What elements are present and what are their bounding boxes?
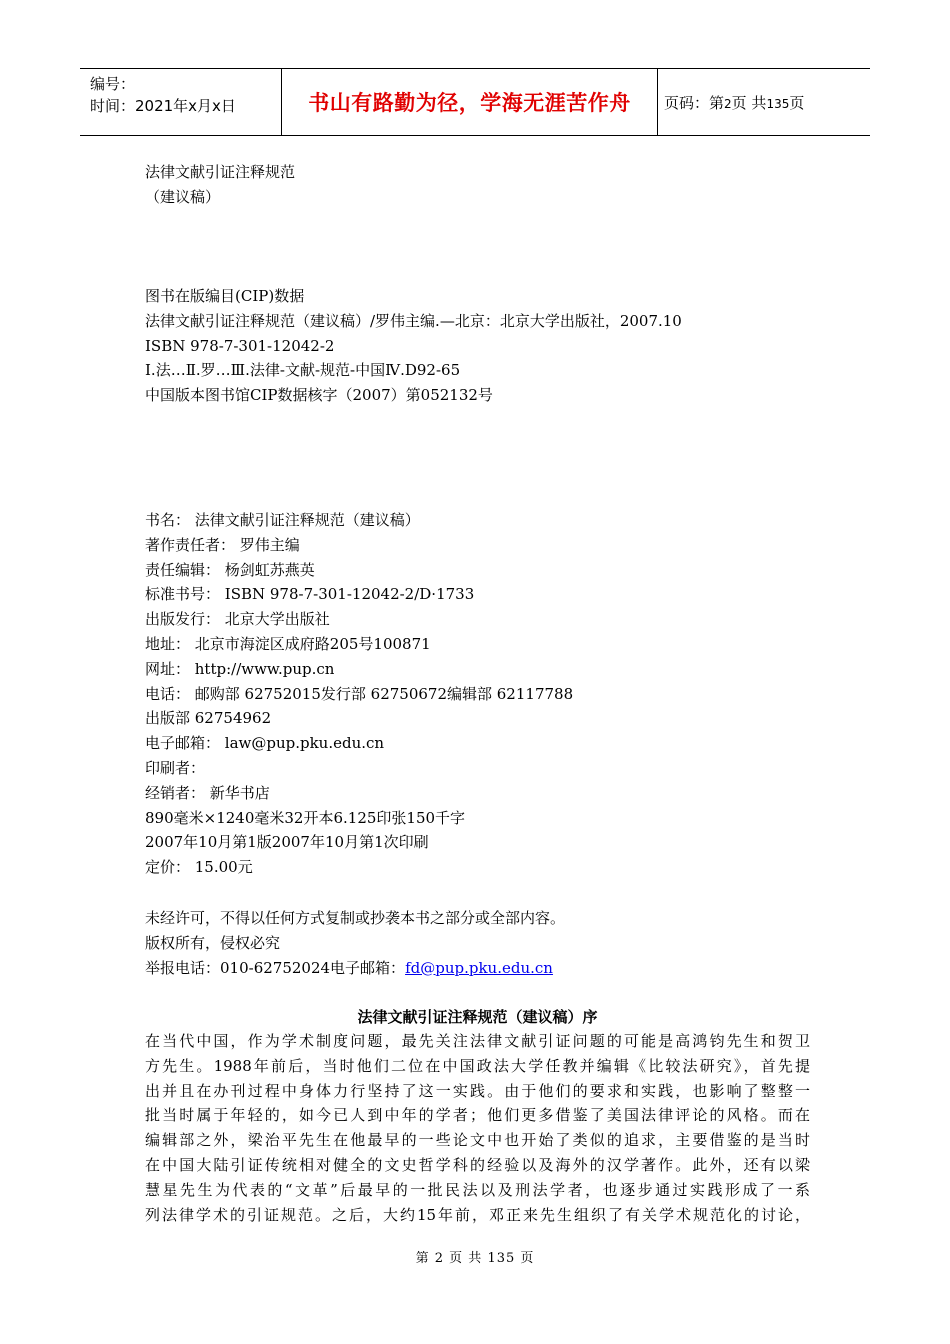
- info-line: 电子邮箱： law@pup.pku.edu.cn: [145, 734, 385, 753]
- page-suffix: 页: [789, 93, 805, 112]
- footer-prefix: 第: [415, 1251, 430, 1266]
- page-mid: 页 共: [731, 93, 767, 112]
- preface-line: 方先生。1988年前后，当时他们二位在中国政法大学任教并编辑《比较法研究》，首先提: [145, 1056, 810, 1075]
- footer-total-pages: 135: [487, 1251, 516, 1266]
- info-line: 标准书号： ISBN 978-7-301-12042-2/D·1733: [145, 585, 475, 604]
- preface-line: 批当时属于年轻的，如今已人到中年的学者；他们更多借鉴了美国法律评论的风格。而在: [145, 1106, 810, 1125]
- cip-line: 中国版本图书馆CIP数据核字（2007）第052132号: [145, 386, 493, 405]
- copyright-block: [145, 906, 810, 980]
- info-line: 地址： 北京市海淀区成府路205号100871: [145, 634, 431, 653]
- rights-reserved: 版权所有，侵权必究: [145, 933, 281, 952]
- title-block: [145, 160, 810, 210]
- page-footer: [0, 1247, 950, 1266]
- info-line: 著作责任者： 罗伟主编: [145, 535, 300, 554]
- cip-line: 图书在版编目(CIP)数据: [145, 287, 305, 305]
- cip-line: Ⅰ.法…Ⅱ.罗…Ⅲ.法律-文献-规范-中国Ⅳ.D92-65: [145, 361, 461, 380]
- header-page-info: [658, 69, 870, 135]
- preface-line: 出并且在办刊过程中身体力行坚持了这一实践。由于他们的要求和实践，也影响了整整一: [145, 1081, 810, 1100]
- document-subtitle: （建议稿）: [145, 187, 221, 206]
- preface-line: 慧星先生为代表的“文革”后最早的一批民法以及刑法学者，也逐步通过实践形成了一系: [145, 1180, 810, 1199]
- info-line: 经销者： 新华书店: [145, 783, 270, 802]
- page-total: 135: [766, 96, 790, 111]
- cip-block: [145, 284, 810, 408]
- report-line: [145, 956, 810, 981]
- preface-line: 列法律学术的引证规范。之后，大约15年前，邓正来先生组织了有关学术规范化的讨论，: [145, 1205, 810, 1224]
- info-line: 890毫米×1240毫米32开本6.125印张150千字: [145, 808, 466, 827]
- info-line: 书名： 法律文献引证注释规范（建议稿）: [145, 511, 420, 529]
- info-line: 2007年10月第1版2007年10月第1次印刷: [145, 833, 429, 852]
- page-current: 2: [724, 96, 732, 111]
- footer-current-page: 2: [434, 1251, 445, 1266]
- info-line: 出版部 62754962: [145, 709, 272, 728]
- publication-info: [145, 508, 810, 880]
- motto: 书山有路勤为径，学海无涯苦作舟: [308, 91, 631, 115]
- footer-suffix: 页: [520, 1251, 535, 1266]
- footer-mid: 页 共: [449, 1251, 483, 1266]
- preface-line: 编辑部之外，梁治平先生在他最早的一些论文中也开始了类似的追求，主要借鉴的是当时: [145, 1131, 810, 1150]
- preface-line: 在中国大陆引证传统相对健全的文史哲学科的经验以及海外的汉学著作。此外，还有以梁: [145, 1155, 810, 1174]
- preface-body: [145, 1029, 810, 1227]
- copyright-notice: 未经许可，不得以任何方式复制或抄袭本书之部分或全部内容。: [145, 909, 566, 927]
- preface-heading: 法律文献引证注释规范（建议稿）序: [357, 1008, 598, 1026]
- info-line: 电话： 邮购部 62752015发行部 62750672编辑部 62117788: [145, 684, 574, 703]
- time-label: 时间：2021年x月x日: [90, 97, 236, 115]
- page-prefix: 页码：第: [664, 93, 725, 112]
- info-line: 印刷者：: [145, 758, 206, 777]
- info-line: 出版发行： 北京大学出版社: [145, 610, 330, 629]
- preface-line: 在当代中国，作为学术制度问题，最先关注法律文献引证问题的可能是高鸿钧先生和贺卫: [145, 1032, 810, 1050]
- report-email-link[interactable]: fd@pup.pku.edu.cn: [405, 958, 553, 977]
- report-prefix: 举报电话：010-62752024电子邮箱：: [145, 958, 406, 977]
- page-header: [80, 68, 870, 136]
- info-line: 定价： 15.00元: [145, 858, 253, 877]
- header-motto-cell: [282, 69, 658, 135]
- info-line: 责任编辑： 杨剑虹苏燕英: [145, 560, 315, 579]
- cip-line: 法律文献引证注释规范（建议稿）/罗伟主编.—北京：北京大学出版社，2007.10: [145, 311, 682, 330]
- document-title: 法律文献引证注释规范: [145, 163, 296, 181]
- info-line: 网址： http://www.pup.cn: [145, 659, 335, 678]
- number-label: 编号：: [90, 75, 136, 93]
- header-meta: [80, 69, 282, 135]
- cip-line: ISBN 978-7-301-12042-2: [145, 336, 335, 355]
